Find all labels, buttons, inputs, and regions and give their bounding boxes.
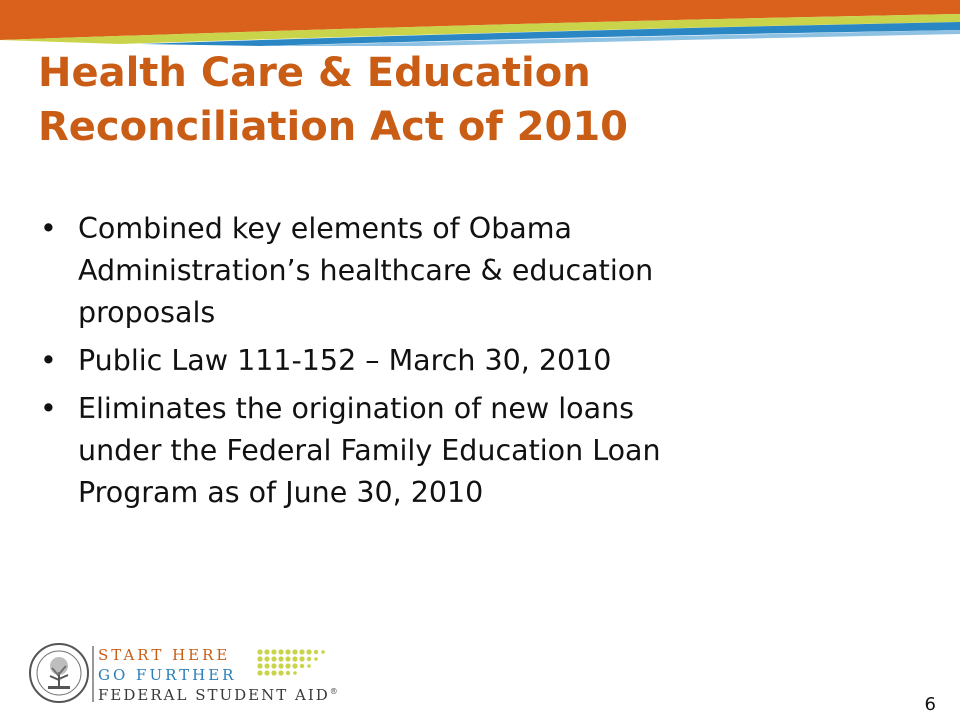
- bullet-glyph: •: [40, 212, 57, 245]
- bullet-text-line: under the Federal Family Education Loan: [78, 434, 661, 467]
- slide-title-line-1: Health Care & Education: [38, 50, 591, 96]
- bullet-text-line: Eliminates the origination of new loans: [78, 392, 634, 425]
- slide-title-line-2: Reconciliation Act of 2010: [38, 104, 628, 150]
- bullet-text-line: proposals: [78, 296, 216, 329]
- bullet-glyph: •: [40, 344, 57, 377]
- federal-student-aid-logo: [28, 640, 340, 708]
- bullet-text-line: Program as of June 30, 2010: [78, 476, 484, 509]
- bullet-item: [40, 208, 920, 334]
- bullet-list: [40, 208, 920, 520]
- bullet-glyph: •: [40, 392, 57, 425]
- brand-go-further: GO FURTHER: [98, 666, 237, 684]
- bullet-item: [40, 388, 920, 514]
- brand-start-here: START HERE: [98, 646, 231, 664]
- slide-title: [38, 46, 918, 154]
- bullet-text-line: Public Law 111-152 – March 30, 2010: [78, 344, 612, 377]
- registered-mark: ®: [329, 687, 340, 696]
- logo-divider: [92, 646, 94, 702]
- header-decorative-band: [0, 0, 960, 46]
- brand-federal-student-aid: [98, 686, 340, 704]
- department-of-education-seal-icon: [28, 642, 90, 704]
- bullet-item: [40, 340, 920, 382]
- bullet-text-line: Administration’s healthcare & education: [78, 254, 654, 287]
- page-number: 6: [924, 694, 936, 715]
- brand-text: [98, 646, 340, 706]
- bullet-text-line: Combined key elements of Obama: [78, 212, 572, 245]
- dot-pattern-icon: [256, 646, 336, 686]
- brand-name-text: FEDERAL STUDENT AID: [98, 686, 330, 704]
